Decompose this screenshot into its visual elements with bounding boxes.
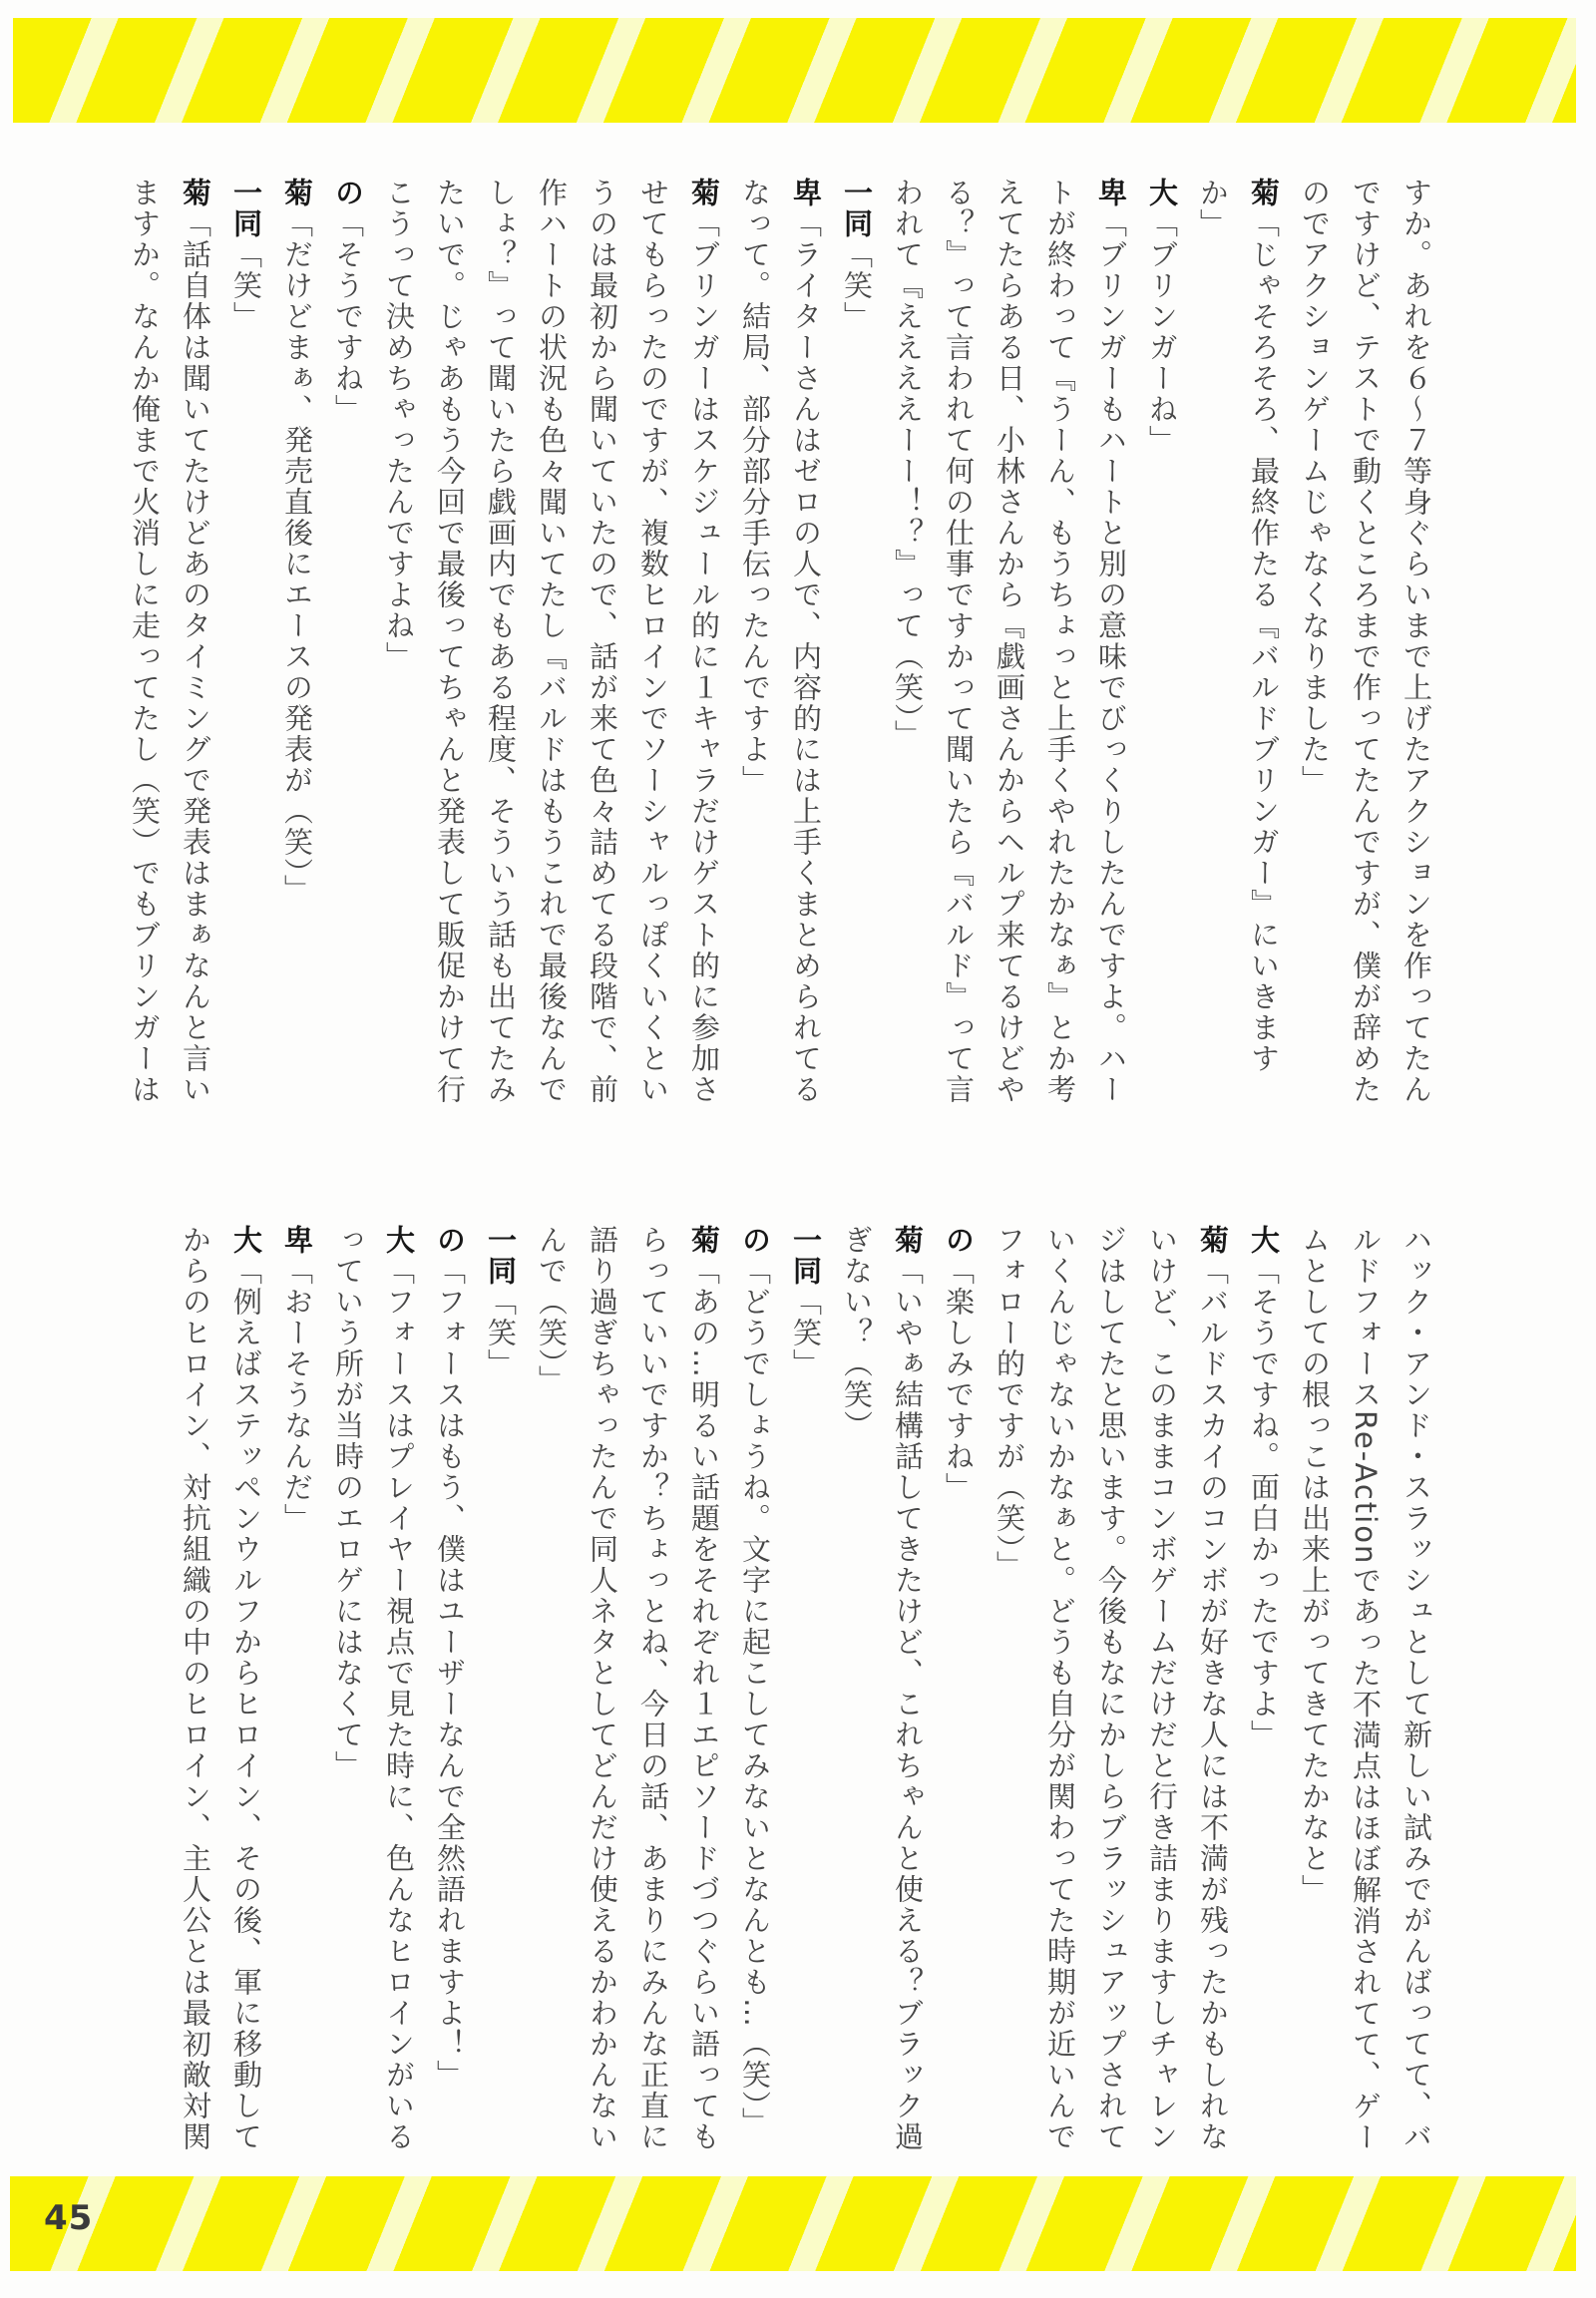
dialogue-paragraph: の「そうですね」 bbox=[331, 178, 365, 425]
dialogue-paragraph: 一同「笑」 bbox=[484, 1225, 518, 1379]
speaker-label: 菊 bbox=[280, 178, 314, 208]
dialogue-paragraph: すか。あれを６～７等身ぐらいまで上げたアクションを作ってたんですけど、テストで動くところまで作ってたんですが、僕が辞めたのでアクションゲームじゃなくなりました」 bbox=[1298, 178, 1433, 1105]
speaker-label: 菊 bbox=[891, 1225, 925, 1256]
dialogue-paragraph: の「楽しみですね」 bbox=[942, 1225, 976, 1503]
bottom-stripe-band bbox=[10, 2176, 1576, 2271]
dialogue-paragraph: 卑「おーそうなんだ」 bbox=[280, 1225, 314, 1534]
speaker-label: 卑 bbox=[280, 1225, 314, 1256]
dialogue-paragraph: の「フォースはもう、僕はユーザーなんで全然語れますよ！」 bbox=[433, 1225, 467, 2091]
speaker-label: 卑 bbox=[1094, 178, 1128, 208]
speaker-label: 卑 bbox=[789, 178, 823, 208]
dialogue-paragraph: 菊「いやぁ結構話してきたけど、これちゃんと使える？ブラック過ぎない？（笑） bbox=[840, 1225, 925, 2152]
top-stripe-band bbox=[13, 18, 1576, 123]
page-number: 45 bbox=[44, 2198, 94, 2238]
dialogue-paragraph: 大「そうですね。面白かったですよ」 bbox=[1247, 1225, 1281, 1750]
speaker-label: 菊 bbox=[1247, 178, 1281, 208]
dialogue-paragraph: 一同「笑」 bbox=[229, 178, 263, 332]
interview-bottom-block bbox=[155, 1225, 1441, 2167]
speaker-label: の bbox=[942, 1225, 976, 1256]
speaker-label: 大 bbox=[1247, 1225, 1281, 1256]
speaker-label: の bbox=[433, 1225, 467, 1256]
dialogue-paragraph: 大「ブリンガーね」 bbox=[1145, 178, 1179, 456]
speaker-label: 大 bbox=[382, 1225, 416, 1256]
speaker-label: 一同 bbox=[229, 178, 263, 239]
dialogue-paragraph: の「どうでしょうね。文字に起こしてみないとなんとも…（笑）」 bbox=[738, 1225, 772, 2138]
dialogue-paragraph: 菊「話自体は聞いてたけどあのタイミングで発表はまぁなんと言いますか。なんか俺まで火消しに走ってたし（笑）でもブリンガーは bbox=[128, 178, 212, 1105]
speaker-label: 菊 bbox=[687, 1225, 721, 1256]
speaker-label: 大 bbox=[1145, 178, 1179, 208]
dialogue-paragraph: 卑「ライターさんはゼロの人で、内容的には上手くまとめられてるなって。結局、部分部分手伝ったんですよ」 bbox=[738, 178, 823, 1105]
dialogue-paragraph: ハック・アンド・スラッシュとして新しい試みでがんばってて、バルドフォースRe-Actionであった不満点はほぼ解消されてて、ゲームとしての根っこは出来上がってきてたかなと」 bbox=[1298, 1225, 1433, 2153]
interview-top-block bbox=[128, 178, 1441, 1110]
speaker-label: 大 bbox=[229, 1225, 263, 1256]
speaker-label: の bbox=[738, 1225, 772, 1256]
speaker-label: 一同 bbox=[840, 178, 874, 239]
dialogue-paragraph: 一同「笑」 bbox=[789, 1225, 823, 1379]
dialogue-paragraph: 菊「バルドスカイのコンボが好きな人には不満が残ったかもしれないけど、このままコンボゲームだけだと行き詰まりますしチャレンジはしてたと思います。今後もなにかしらブラッシュアップされていくんじゃないかなぁと。どうも自分が関わってた時期が近いんでフォロー的ですが（笑）」 bbox=[993, 1225, 1230, 2152]
dialogue-paragraph: 菊「じゃそろそろ、最終作たる『バルドブリンガー』にいきますか」 bbox=[1196, 178, 1281, 1074]
dialogue-paragraph: 菊「ブリンガーはスケジュール的に１キャラだけゲスト的に参加させてもらったのですが、複数ヒロインでソーシャルっぽくいくというのは最初から聞いていたので、話が来て色々詰めてる段階で、前作ハートの状況も色々聞いてたし『バルドはもうこれで最後なんでしょ？』って聞いたら戯画内でもある程度、そういう話も出てたみたいで。じゃあもう今回で最後ってちゃんと発表して販促かけて行こうって決めちゃったんですよね」 bbox=[382, 178, 721, 1105]
dialogue-paragraph: 菊「あの…明るい話題をそれぞれ１エピソードづつぐらい語ってもらっていいですか？ちょっとね、今日の話、あまりにみんな正直に語り過ぎちゃったんで同人ネタとしてどんだけ使えるかわかんないんで（笑）」 bbox=[535, 1225, 721, 2152]
dialogue-paragraph: 一同「笑」 bbox=[840, 178, 874, 332]
dialogue-paragraph: 大「フォースはプレイヤー視点で見た時に、色んなヒロインがいるっていう所が当時のエロゲにはなくて」 bbox=[331, 1225, 416, 2152]
dialogue-paragraph: 菊「だけどまぁ、発売直後にエースの発表が（笑）」 bbox=[280, 178, 314, 906]
speaker-label: 一同 bbox=[789, 1225, 823, 1287]
speaker-label: 一同 bbox=[484, 1225, 518, 1287]
speaker-label: 菊 bbox=[1196, 1225, 1230, 1256]
dialogue-paragraph: 大「例えばステッペンウルフからヒロイン、その後、軍に移動してからのヒロイン、対抗組織の中のヒロイン、主人公とは最初敵対関 bbox=[179, 1225, 263, 2152]
dialogue-paragraph: 卑「ブリンガーもハートと別の意味でびっくりしたんですよ。ハートが終わって『うーん、もうちょっと上手くやれたかなぁ』とか考えてたらある日、小林さんから『戯画さんからヘルプ来てるけどやる？』って言われて何の仕事ですかって聞いたら『バルド』って言われて『ええええーー！？』って（笑）」 bbox=[891, 178, 1128, 1105]
speaker-label: 菊 bbox=[687, 178, 721, 208]
speaker-label: 菊 bbox=[179, 178, 212, 208]
speaker-label: の bbox=[331, 178, 365, 208]
